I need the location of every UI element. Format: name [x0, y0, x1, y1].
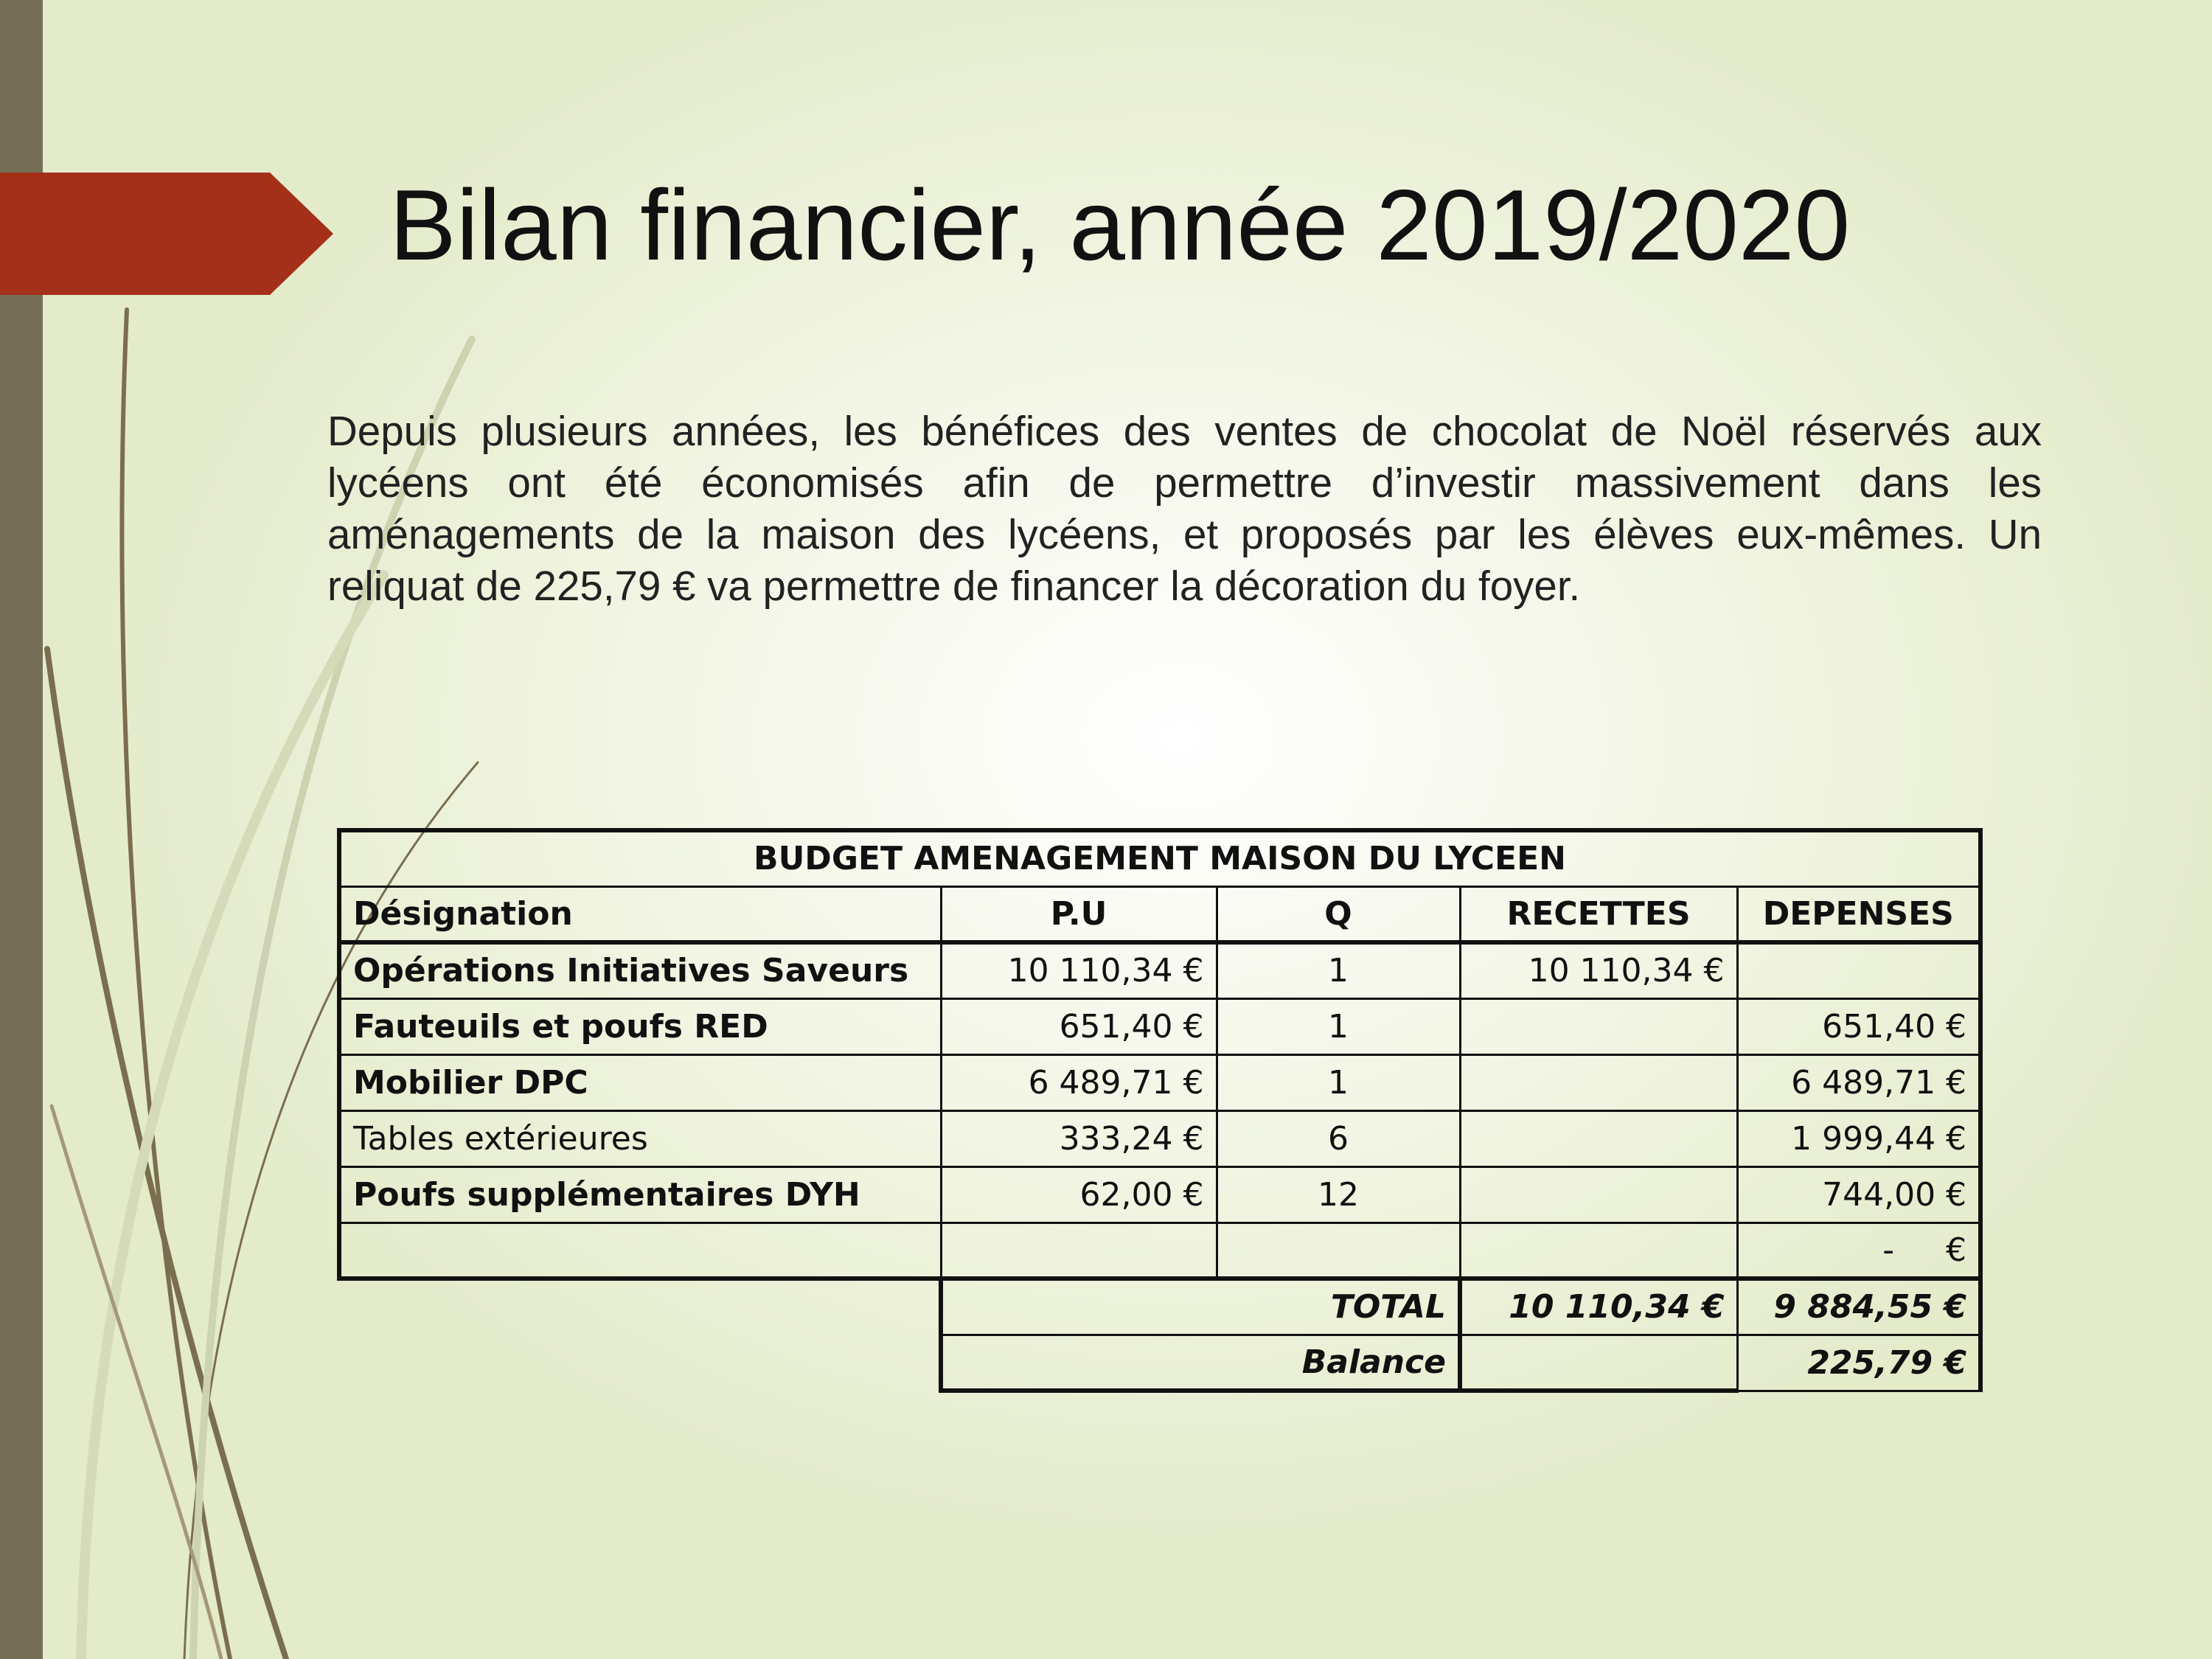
cell-depenses	[1737, 942, 1980, 998]
total-label: TOTAL	[941, 1279, 1460, 1335]
cell-q: 12	[1217, 1166, 1460, 1222]
table-caption: BUDGET AMENAGEMENT MAISON DU LYCEEN	[339, 830, 1980, 886]
cell-q	[1217, 1222, 1460, 1279]
cell-recettes	[1460, 1110, 1737, 1166]
cell-pu	[941, 1222, 1217, 1279]
cell-pu: 333,24 €	[941, 1110, 1217, 1166]
cell-recettes: 10 110,34 €	[1460, 942, 1737, 998]
cell-pu: 6 489,71 €	[941, 1054, 1217, 1110]
cell-q: 6	[1217, 1110, 1460, 1166]
slide-title: Bilan financier, année 2019/2020	[389, 169, 1851, 281]
cell-pu: 10 110,34 €	[941, 942, 1217, 998]
total-depenses: 9 884,55 €	[1737, 1279, 1980, 1335]
total-recettes: 10 110,34 €	[1460, 1279, 1737, 1335]
balance-row	[339, 1335, 1980, 1391]
cell-q: 1	[1217, 942, 1460, 998]
cell-pu: 62,00 €	[941, 1166, 1217, 1222]
table-row	[339, 998, 1980, 1054]
title-arrow-shape	[0, 173, 333, 295]
cell-depenses: 6 489,71 €	[1737, 1054, 1980, 1110]
balance-label: Balance	[941, 1335, 1460, 1391]
cell-designation: Tables extérieures	[339, 1110, 941, 1166]
cell-q: 1	[1217, 1054, 1460, 1110]
header-q: Q	[1217, 886, 1460, 942]
cell-designation: Poufs supplémentaires DYH	[339, 1166, 941, 1222]
cell-depenses: 744,00 €	[1737, 1166, 1980, 1222]
table-row	[339, 1166, 1980, 1222]
cell-pu: 651,40 €	[941, 998, 1217, 1054]
cell-recettes	[1460, 1166, 1737, 1222]
header-pu: P.U	[941, 886, 1217, 942]
header-depenses: DEPENSES	[1737, 886, 1980, 942]
cell-recettes	[1460, 998, 1737, 1054]
total-row	[339, 1279, 1980, 1335]
balance-depenses: 225,79 €	[1737, 1335, 1980, 1391]
cell-depenses: 651,40 €	[1737, 998, 1980, 1054]
header-recettes: RECETTES	[1460, 886, 1737, 942]
empty-cell	[339, 1335, 941, 1391]
cell-q: 1	[1217, 998, 1460, 1054]
cell-designation: Opérations Initiatives Saveurs	[339, 942, 941, 998]
table-row	[339, 1054, 1980, 1110]
cell-depenses: 1 999,44 €	[1737, 1110, 1980, 1166]
table-row	[339, 942, 1980, 998]
intro-paragraph: Depuis plusieurs années, les bénéfices des ventes de chocolat de Noël réservés aux lycéens ont été économisés afin de permettre d’investir massivement dans les aménagements de la maison des lycéens, et proposés par les élèves eux-mêmes. Un reliquat de 225,79 € va permettre de financer la décoration du foyer.	[327, 408, 2042, 609]
balance-recettes	[1460, 1335, 1737, 1391]
cell-recettes	[1460, 1054, 1737, 1110]
cell-designation: Fauteuils et poufs RED	[339, 998, 941, 1054]
cell-designation: Mobilier DPC	[339, 1054, 941, 1110]
header-designation: Désignation	[339, 886, 941, 942]
empty-cell	[339, 1279, 941, 1335]
cell-depenses: - €	[1737, 1222, 1980, 1279]
cell-recettes	[1460, 1222, 1737, 1279]
table-row	[339, 1110, 1980, 1166]
budget-table	[337, 828, 1983, 1393]
table-row	[339, 1222, 1980, 1279]
cell-designation	[339, 1222, 941, 1279]
